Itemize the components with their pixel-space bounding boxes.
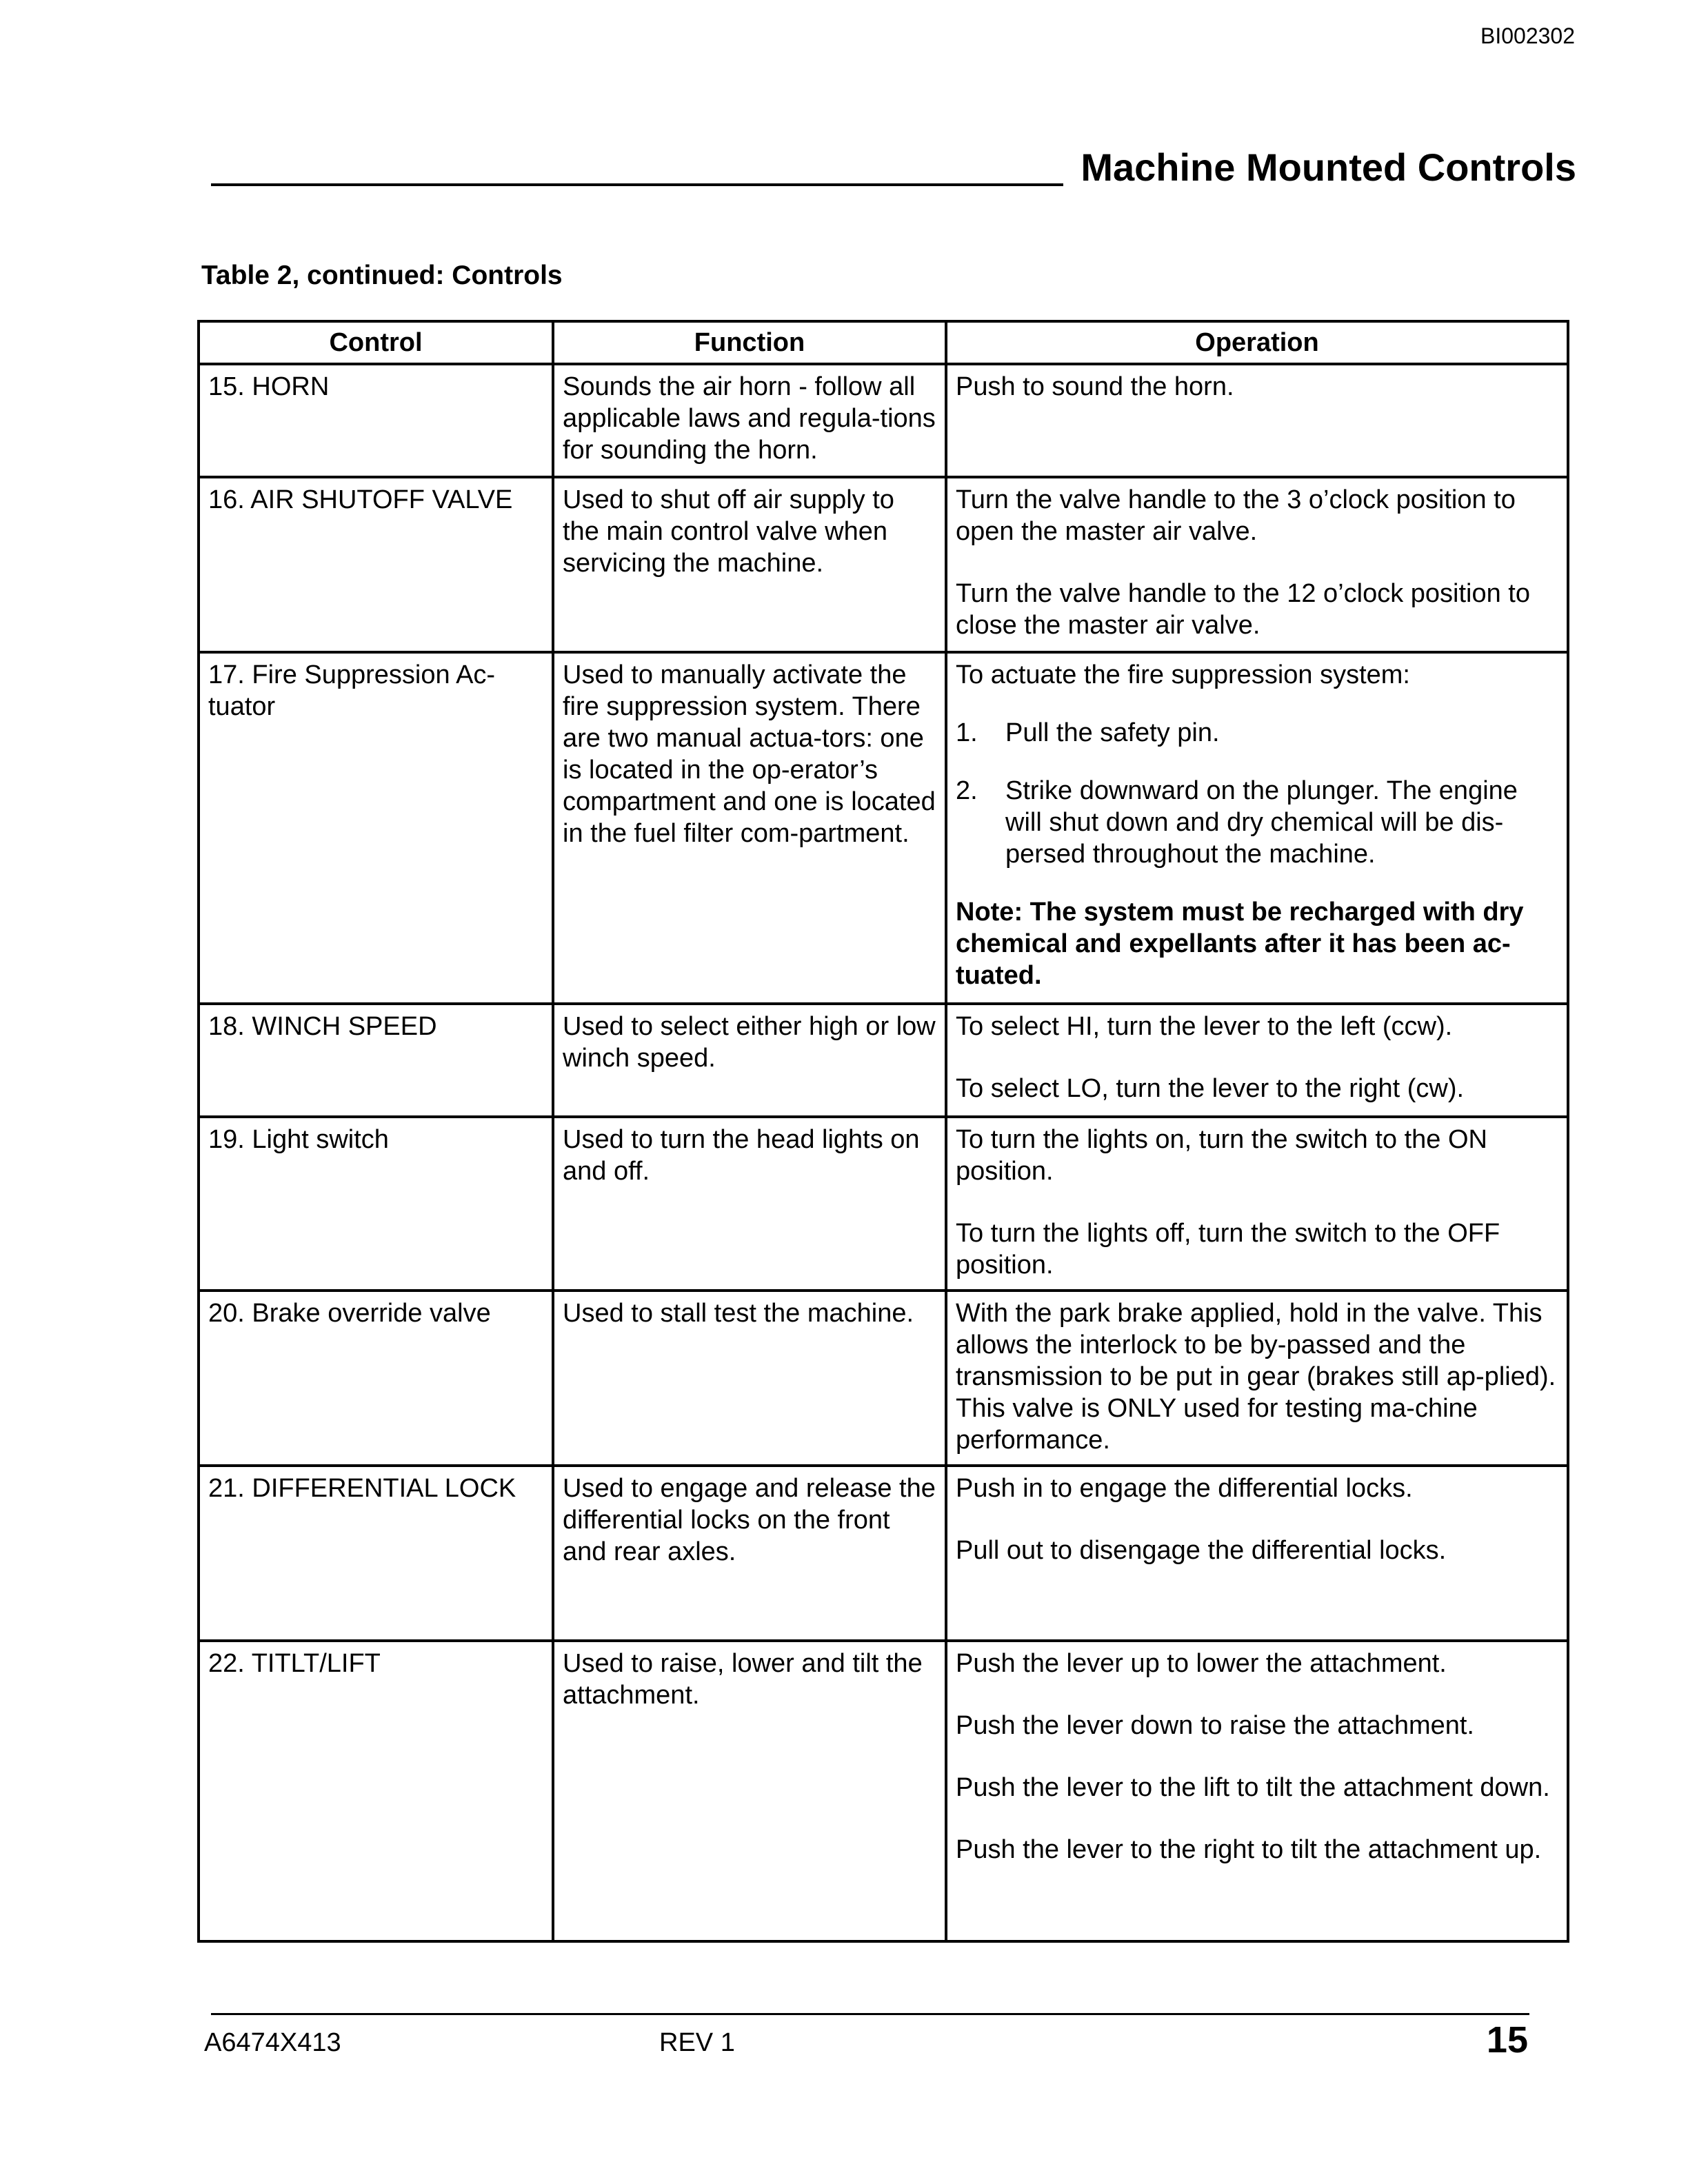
note-text: Note: The system must be recharged with dry chemical and expellants after it has been ac-tuated. [956,898,1524,990]
operation-text: Push the lever to the right to tilt the attachment up. [956,1835,1542,1864]
table-header-row [199,321,1568,364]
operation-cell [946,1117,1568,1291]
step-text: Pull the safety pin. [1005,718,1220,747]
operation-cell [946,1004,1568,1117]
operation-text: Push in to engage the differential locks. [956,1474,1413,1503]
operation-text: Turn the valve handle to the 3 o’clock position to open the master air valve. [956,485,1516,546]
operation-text: Push the lever up to lower the attachment. [956,1649,1447,1678]
operation-cell [946,652,1568,1004]
operation-text: To select LO, turn the lever to the right (cw). [956,1074,1465,1103]
operation-cell [946,1466,1568,1641]
operation-cell [946,1291,1568,1466]
control-cell: 20. Brake override valve [199,1291,553,1466]
header-rule [211,183,1063,186]
control-cell: 21. DIFFERENTIAL LOCK [199,1466,553,1641]
table-row [199,1117,1568,1291]
table-row [199,364,1568,477]
table-row [199,1291,1568,1466]
table-row [199,1466,1568,1641]
page-number: 15 [1486,2019,1528,2061]
control-cell: 16. AIR SHUTOFF VALVE [199,477,553,652]
operation-cell [946,477,1568,652]
operation-text: To select HI, turn the lever to the left (ccw). [956,1012,1453,1041]
control-cell: 19. Light switch [199,1117,553,1291]
footer-revision: REV 1 [659,2028,735,2057]
step-number: 2. [956,776,978,805]
table-row [199,652,1568,1004]
column-header-operation: Operation [946,321,1568,364]
function-cell: Used to manually activate the fire suppression system. There are two manual actua-tors: one is located in the op-erator’s compartment and one is located in the fuel filter com-partment. [553,652,946,1004]
page-title: Machine Mounted Controls [1081,145,1576,189]
table-row [199,477,1568,652]
function-cell: Sounds the air horn - follow all applicable laws and regula-tions for sounding the horn. [553,364,946,477]
control-cell: 15. HORN [199,364,553,477]
step-text: Strike downward on the plunger. The engine will shut down and dry chemical will be dis-persed throughout the machine. [1005,776,1518,869]
table-row [199,1004,1568,1117]
list-item [956,717,1558,749]
step-number: 1. [956,718,978,747]
operation-cell [946,1641,1568,1941]
list-item [956,775,1558,870]
control-cell: 22. TITLT/LIFT [199,1641,553,1941]
function-cell: Used to shut off air supply to the main control valve when servicing the machine. [553,477,946,652]
function-cell: Used to turn the head lights on and off. [553,1117,946,1291]
function-cell: Used to stall test the machine. [553,1291,946,1466]
operation-text: To turn the lights off, turn the switch to the OFF position. [956,1219,1500,1280]
document-id: BI002302 [1480,23,1575,48]
operation-text: Pull out to disengage the differential locks. [956,1536,1447,1565]
operation-text: Push the lever down to raise the attachment. [956,1711,1474,1740]
function-cell: Used to engage and release the differential locks on the front and rear axles. [553,1466,946,1641]
operation-text: Turn the valve handle to the 12 o’clock position to close the master air valve. [956,579,1530,640]
table-caption: Table 2, continued: Controls [201,261,563,290]
operation-text: With the park brake applied, hold in the valve. This allows the interlock to be by-passed and the transmission to be put in gear (brakes still ap-plied). This valve is ONLY used for testing ma-chine performance. [956,1299,1556,1455]
control-cell: 17. Fire Suppression Ac-tuator [199,652,553,1004]
controls-table [197,320,1569,1943]
operation-text: To turn the lights on, turn the switch to the ON position. [956,1125,1487,1186]
table-row [199,1641,1568,1941]
function-cell: Used to raise, lower and tilt the attachment. [553,1641,946,1941]
control-cell: 18. WINCH SPEED [199,1004,553,1117]
operation-text: Push the lever to the lift to tilt the attachment down. [956,1773,1550,1802]
column-header-function: Function [553,321,946,364]
function-cell: Used to select either high or low winch speed. [553,1004,946,1117]
footer-doc-number: A6474X413 [204,2028,341,2057]
operation-intro: To actuate the fire suppression system: [956,660,1410,689]
operation-text: Push to sound the horn. [956,372,1234,401]
operation-cell [946,364,1568,477]
footer-rule [211,2013,1529,2015]
column-header-control: Control [199,321,553,364]
